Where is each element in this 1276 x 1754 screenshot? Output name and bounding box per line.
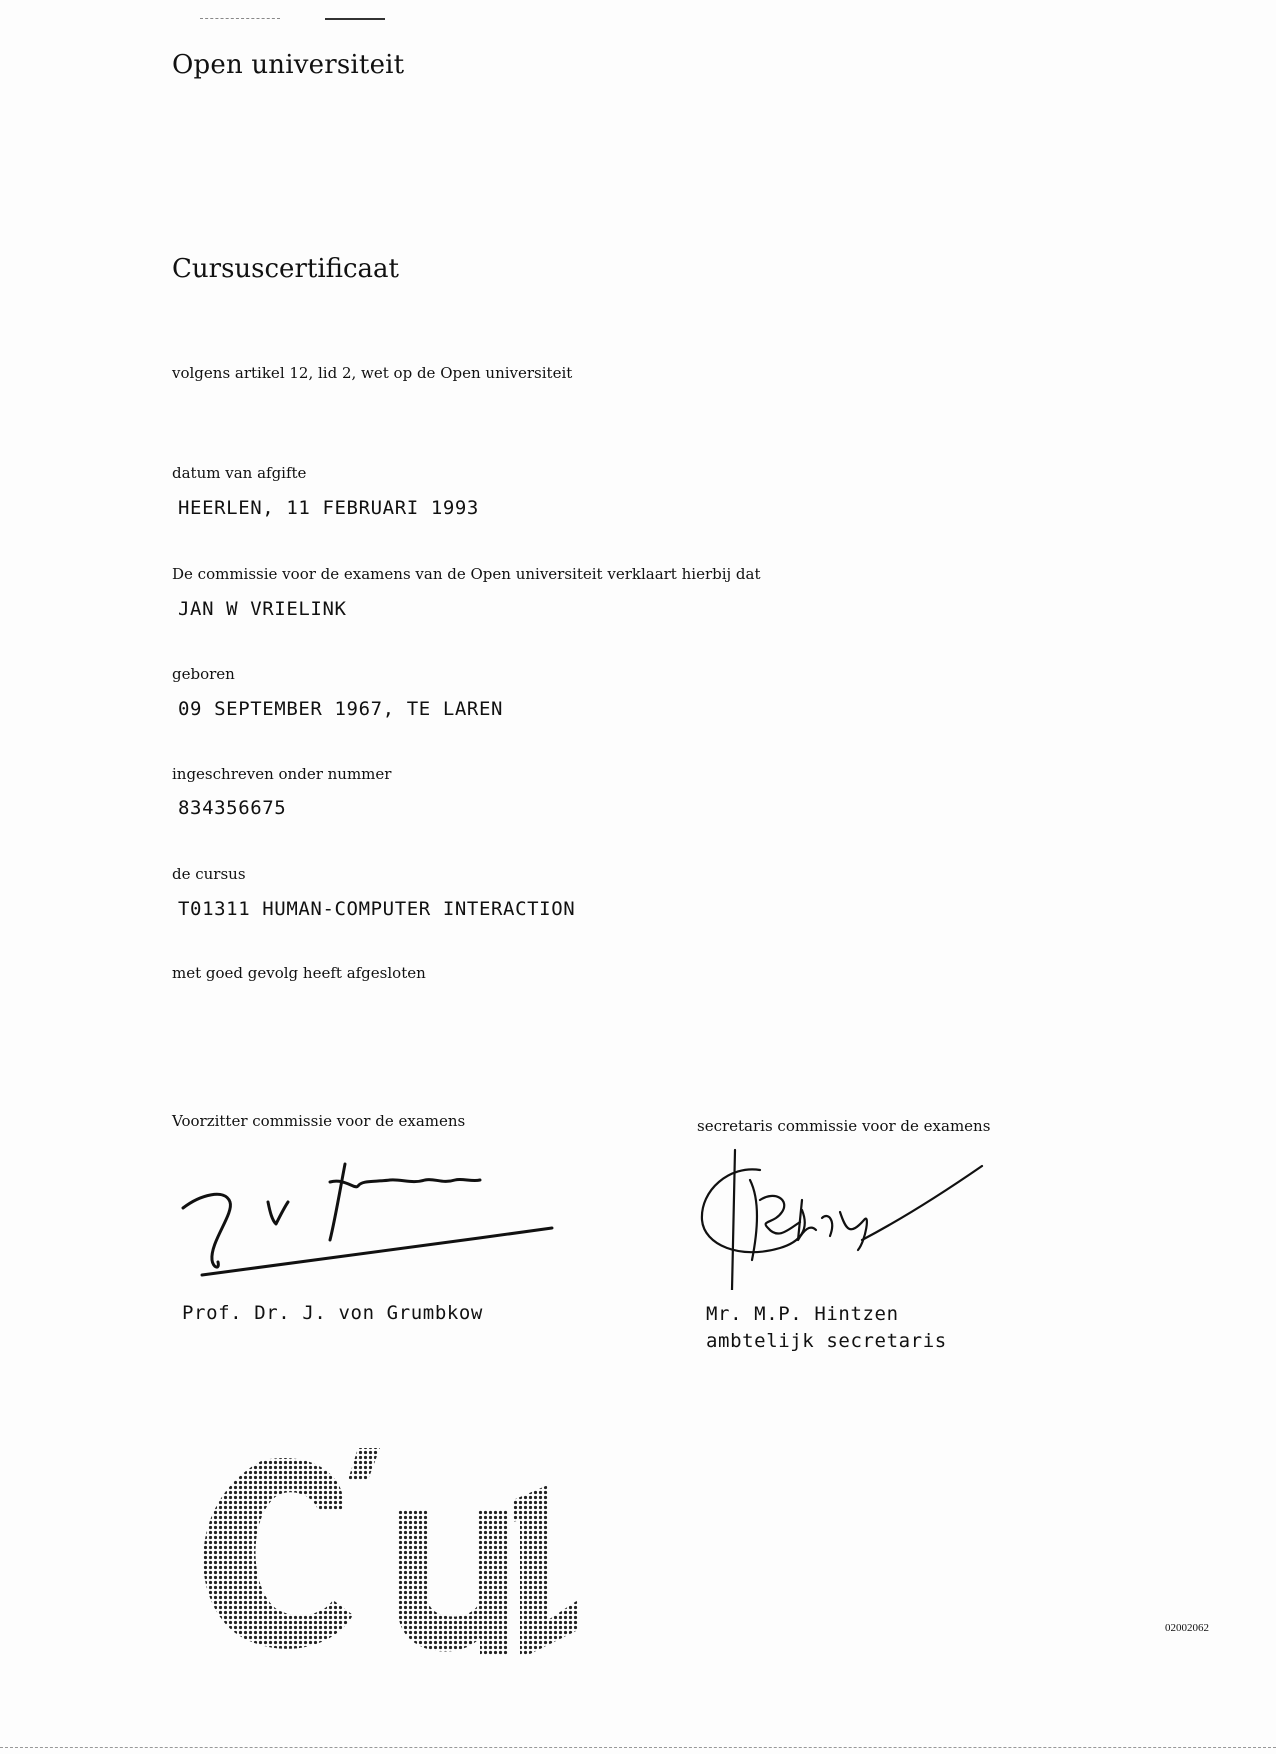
student-name: JAN W VRIELINK [178,598,347,620]
ou-logo [168,1440,608,1670]
issue-date-label: datum van afgifte [172,464,307,482]
commission-statement: De commissie voor de examens van de Open universiteit verklaart hierbij dat [172,565,761,583]
born-label: geboren [172,665,235,683]
born-value: 09 SEPTEMBER 1967, TE LAREN [178,698,504,720]
secretary-label: secretaris commissie voor de examens [697,1117,991,1135]
course-value: T01311 HUMAN-COMPUTER INTERACTION [178,898,576,920]
secretary-role: ambtelijk secretaris [706,1330,947,1352]
document-title: Cursuscertificaat [172,254,399,284]
scan-edge-line [0,1747,1276,1748]
organization-name: Open universiteit [172,50,405,80]
secretary-name: Mr. M.P. Hintzen [706,1303,899,1325]
form-code: 02002062 [1165,1622,1209,1634]
secretary-signature [690,1140,990,1290]
registration-label: ingeschreven onder nummer [172,765,392,783]
issue-date-value: HEERLEN, 11 FEBRUARI 1993 [178,497,479,519]
chair-signature [180,1150,570,1300]
registration-number: 834356675 [178,797,287,819]
closing-statement: met goed gevolg heeft afgesloten [172,964,426,982]
legal-basis: volgens artikel 12, lid 2, wet op de Open universiteit [172,364,573,382]
scan-artifact [325,18,385,20]
course-label: de cursus [172,865,246,883]
chair-label: Voorzitter commissie voor de examens [172,1112,466,1130]
scan-artifact [200,18,280,19]
chair-name: Prof. Dr. J. von Grumbkow [182,1302,483,1324]
